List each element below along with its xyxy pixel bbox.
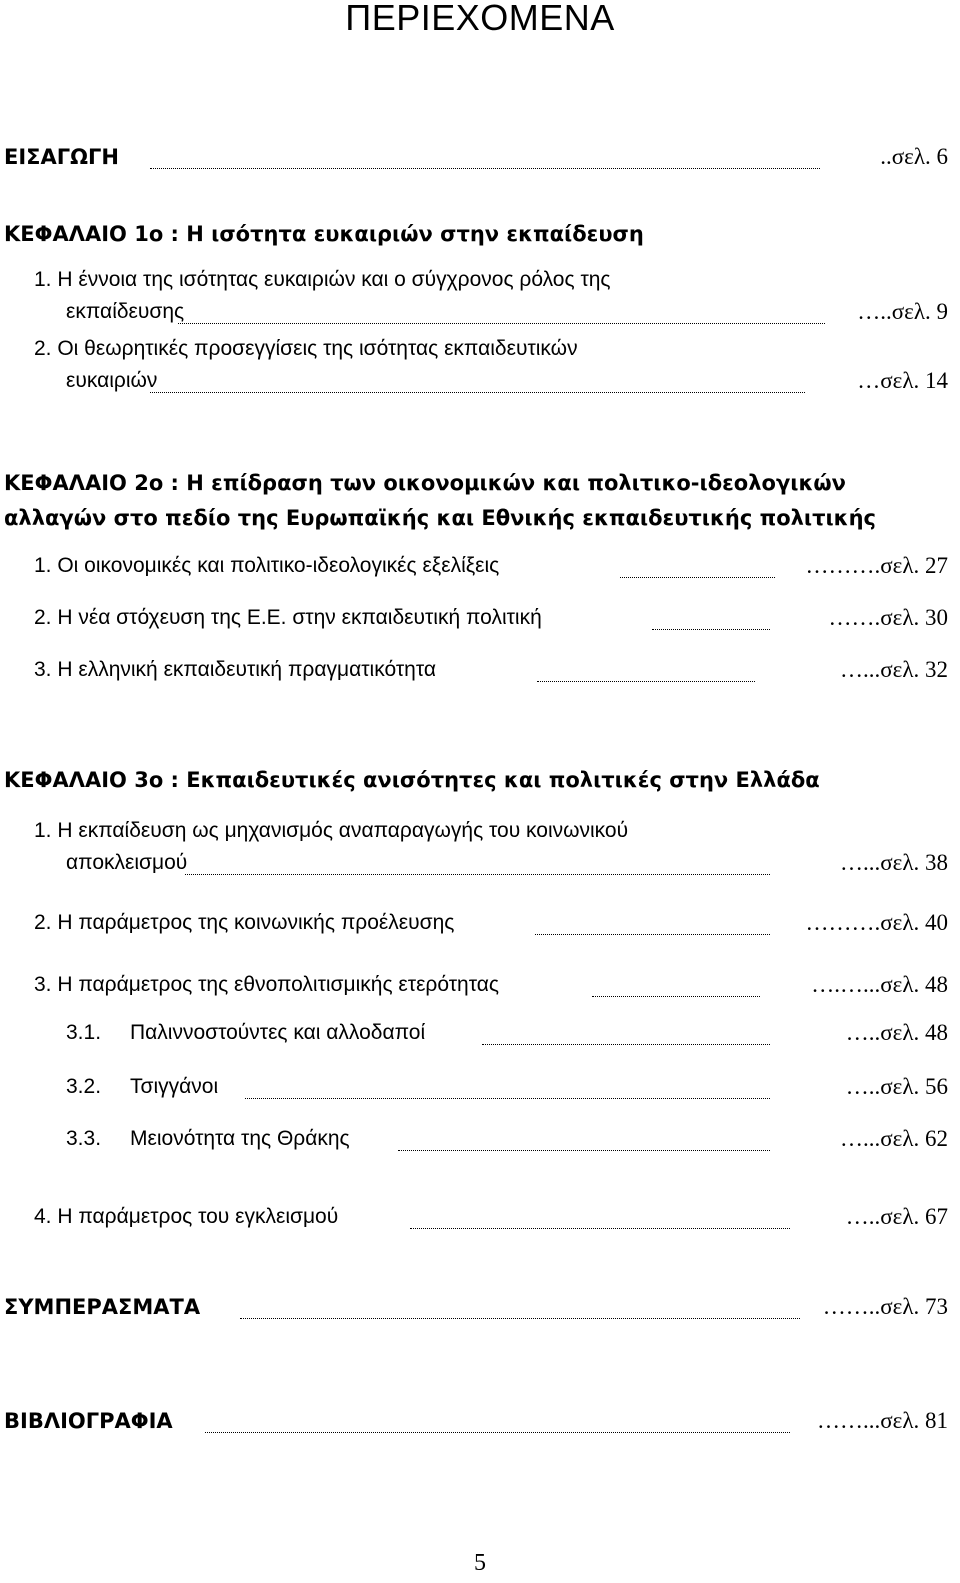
toc-leader — [178, 323, 825, 324]
toc-ch3-sub2: Τσιγγάνοι — [130, 1075, 219, 1098]
page-number: 5 — [474, 1550, 486, 1576]
toc-leader — [185, 874, 770, 875]
toc-leader — [240, 1318, 800, 1319]
toc-ch1-item1-line2: εκπαίδευσης — [66, 300, 185, 323]
toc-ch2-item2-page: …….σελ. 30 — [828, 605, 948, 630]
toc-leader — [398, 1150, 770, 1151]
chapter-2-heading-line2: αλλαγών στο πεδίο της Ευρωπαϊκής και Εθνικής εκπαιδευτικής πολιτικής — [4, 506, 877, 530]
toc-intro-page: ..σελ. 6 — [880, 144, 948, 169]
toc-ch2-item2: 2. Η νέα στόχευση της Ε.Ε. στην εκπαιδευτική πολιτική — [34, 606, 542, 629]
toc-leader — [537, 681, 755, 682]
toc-ch3-item1-line1: 1. Η εκπαίδευση ως μηχανισμός αναπαραγωγής του κοινωνικού — [34, 819, 629, 842]
chapter-1-heading: ΚΕΦΑΛΑΙΟ 1ο : Η ισότητα ευκαιριών στην εκπαίδευση — [4, 222, 644, 246]
toc-leader — [205, 1432, 790, 1433]
toc-ch2-item3: 3. Η ελληνική εκπαιδευτική πραγματικότητα — [34, 658, 436, 681]
toc-conclusions-page: ……..σελ. 73 — [822, 1294, 948, 1319]
toc-ch3-item4-page: …..σελ. 67 — [845, 1204, 948, 1229]
toc-ch1-item1-line1: 1. Η έννοια της ισότητας ευκαιριών και ο σύγχρονος ρόλος της — [34, 268, 611, 291]
toc-leader — [410, 1228, 790, 1229]
chapter-2-heading-line1: ΚΕΦΑΛΑΙΟ 2ο : Η επίδραση των οικονομικών και πολιτικο-ιδεολογικών — [4, 471, 846, 495]
toc-ch1-item1-page: …..σελ. 9 — [857, 299, 948, 324]
toc-bibliography-page: ……...σελ. 81 — [817, 1408, 948, 1433]
toc-ch3-item2: 2. Η παράμετρος της κοινωνικής προέλευσης — [34, 911, 455, 934]
toc-ch3-sub1: Παλιννοστούντες και αλλοδαποί — [130, 1021, 426, 1044]
toc-ch2-item1-page: ……….σελ. 27 — [805, 553, 948, 578]
toc-leader — [482, 1044, 770, 1045]
toc-ch3-item3: 3. Η παράμετρος της εθνοπολιτισμικής ετερότητας — [34, 973, 499, 996]
toc-ch3-sub3-page: …...σελ. 62 — [840, 1126, 948, 1151]
toc-leader — [150, 392, 805, 393]
page-title: ΠΕΡΙΕΧΟΜΕΝΑ — [345, 0, 615, 38]
chapter-3-heading: ΚΕΦΑΛΑΙΟ 3ο : Εκπαιδευτικές ανισότητες και πολιτικές στην Ελλάδα — [4, 768, 820, 792]
toc-ch3-sub3: Μειονότητα της Θράκης — [130, 1127, 350, 1150]
toc-ch3-item3-page: ….…...σελ. 48 — [811, 972, 948, 997]
toc-ch3-sub3-number: 3.3. — [66, 1127, 102, 1150]
toc-ch3-sub2-number: 3.2. — [66, 1075, 102, 1098]
toc-leader — [620, 577, 775, 578]
toc-ch3-sub1-page: …..σελ. 48 — [845, 1020, 948, 1045]
toc-conclusions-label: ΣΥΜΠΕΡΑΣΜΑΤΑ — [4, 1295, 201, 1319]
toc-ch3-item1-page: …...σελ. 38 — [840, 850, 948, 875]
toc-ch3-item1-line2: αποκλεισμού — [66, 851, 188, 874]
toc-ch3-item4: 4. Η παράμετρος του εγκλεισμού — [34, 1205, 339, 1228]
toc-leader — [150, 168, 820, 169]
toc-bibliography-label: ΒΙΒΛΙΟΓΡΑΦΙΑ — [4, 1409, 173, 1433]
toc-ch3-sub1-number: 3.1. — [66, 1021, 102, 1044]
toc-ch3-sub2-page: …..σελ. 56 — [845, 1074, 948, 1099]
toc-leader — [245, 1098, 770, 1099]
toc-ch2-item3-page: …...σελ. 32 — [840, 657, 948, 682]
toc-ch3-item2-page: ……….σελ. 40 — [805, 910, 948, 935]
toc-ch2-item1: 1. Οι οικονομικές και πολιτικο-ιδεολογικές εξελίξεις — [34, 554, 500, 577]
toc-leader — [652, 629, 770, 630]
toc-ch1-item2-line1: 2. Οι θεωρητικές προσεγγίσεις της ισότητας εκπαιδευτικών — [34, 337, 578, 360]
toc-ch1-item2-line2: ευκαιριών — [66, 369, 158, 392]
toc-leader — [592, 996, 760, 997]
toc-leader — [535, 934, 770, 935]
toc-ch1-item2-page: …σελ. 14 — [857, 368, 948, 393]
toc-intro-label: ΕΙΣΑΓΩΓΗ — [4, 145, 119, 169]
